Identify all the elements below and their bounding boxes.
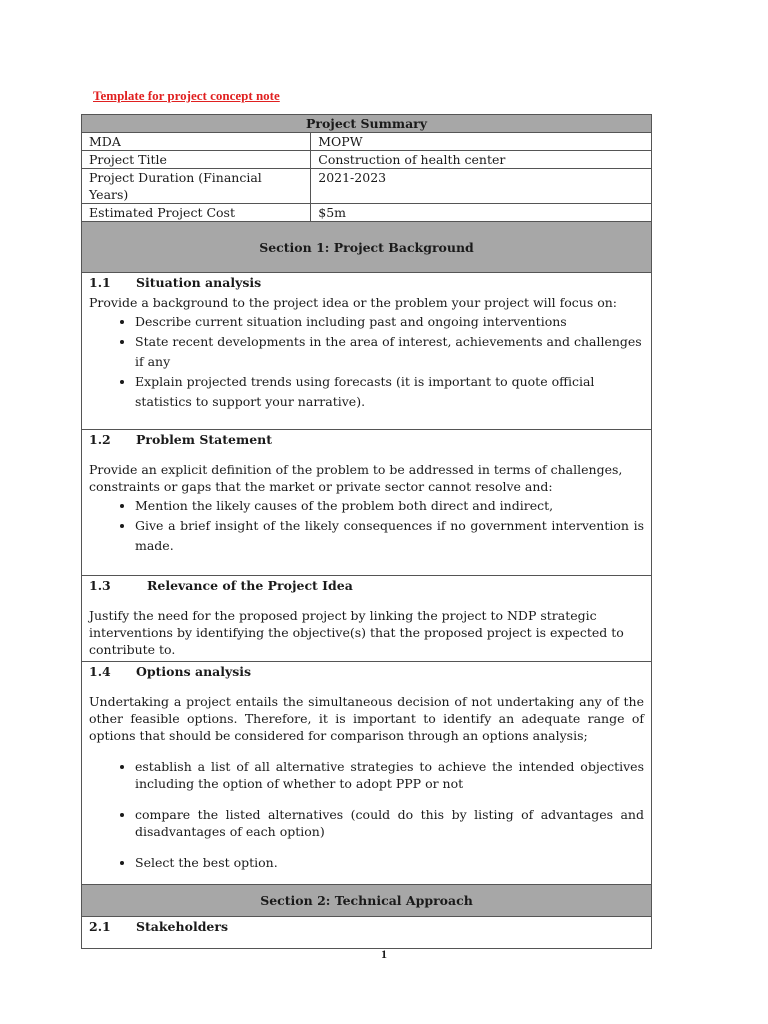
concept-note-table bbox=[81, 114, 652, 949]
section-number: 1.3 bbox=[89, 578, 111, 593]
list-item: • Explain projected trends using forecasts (it is important to quote official statistics to support your narrative). bbox=[135, 372, 644, 412]
document-heading: Template for project concept note bbox=[93, 88, 280, 103]
section-number: 2.1 bbox=[89, 919, 111, 934]
section-title: Options analysis bbox=[136, 664, 252, 679]
section-body: Justify the need for the proposed project by linking the project to NDP strategic interventions by identifying the objective(s) that the proposed project is expected to contribute to. bbox=[89, 608, 624, 657]
section-1-4-cell bbox=[82, 662, 652, 885]
summary-value: MOPW bbox=[311, 133, 652, 151]
section-1-1-cell bbox=[82, 273, 652, 430]
summary-title: Project Summary bbox=[82, 115, 652, 133]
summary-value: $5m bbox=[311, 204, 652, 222]
section-1-2-row bbox=[82, 430, 652, 576]
section-intro: Provide a background to the project idea or the problem your project will focus on: bbox=[89, 295, 617, 310]
section-title: Relevance of the Project Idea bbox=[147, 578, 353, 593]
section-2-1-row bbox=[82, 917, 652, 949]
page-number: 1 bbox=[381, 947, 387, 961]
table-row bbox=[82, 169, 652, 204]
section-1-2-cell bbox=[82, 430, 652, 576]
list-item: • State recent developments in the area of interest, achievements and challenges if any bbox=[135, 332, 644, 372]
section-1-3-heading bbox=[89, 577, 644, 594]
summary-label: Project Duration (Financial Years) bbox=[82, 169, 311, 204]
section2-title: Section 2: Technical Approach bbox=[82, 885, 652, 917]
section-number: 1.2 bbox=[89, 432, 111, 447]
section-title: Problem Statement bbox=[136, 432, 273, 447]
section-1-3-cell bbox=[82, 576, 652, 662]
section-2-1-cell bbox=[82, 917, 652, 949]
list-item: • compare the listed alternatives (could do this by listing of advantages and disadvantages of each option) bbox=[135, 806, 644, 840]
list-item: • Give a brief insight of the likely consequences if no government intervention is made. bbox=[135, 516, 644, 556]
section2-header-row bbox=[82, 885, 652, 917]
summary-header-row bbox=[82, 115, 652, 133]
section-1-2-heading bbox=[89, 431, 644, 448]
section1-header-row bbox=[82, 222, 652, 273]
bullet-list bbox=[89, 312, 644, 412]
list-item: • establish a list of all alternative strategies to achieve the intended objectives including the option of whether to adopt PPP or not bbox=[135, 758, 644, 792]
section-2-1-heading bbox=[89, 918, 644, 935]
section-number: 1.4 bbox=[89, 664, 111, 679]
summary-label: Project Title bbox=[82, 151, 311, 169]
summary-label: MDA bbox=[82, 133, 311, 151]
section-title: Stakeholders bbox=[136, 919, 229, 934]
section-1-4-row bbox=[82, 662, 652, 885]
list-item: • Select the best option. bbox=[135, 854, 644, 871]
section-intro: Undertaking a project entails the simultaneous decision of not undertaking any of the other feasible options. Therefore, it is important to identify an adequate range of options that should be considered for comparison through an options analysis; bbox=[89, 694, 644, 743]
summary-label: Estimated Project Cost bbox=[82, 204, 311, 222]
section-number: 1.1 bbox=[89, 275, 111, 290]
section-1-4-heading bbox=[89, 663, 644, 680]
section-intro: Provide an explicit definition of the problem to be addressed in terms of challenges, constraints or gaps that the market or private sector cannot resolve and: bbox=[89, 462, 623, 494]
bullet-list bbox=[89, 758, 644, 871]
table-row bbox=[82, 204, 652, 222]
table-row bbox=[82, 133, 652, 151]
section-1-1-heading bbox=[89, 274, 644, 291]
section-1-1-row bbox=[82, 273, 652, 430]
section-1-3-row bbox=[82, 576, 652, 662]
summary-value: 2021-2023 bbox=[311, 169, 652, 204]
summary-value: Construction of health center bbox=[311, 151, 652, 169]
section1-title: Section 1: Project Background bbox=[82, 222, 652, 273]
bullet-list bbox=[89, 496, 644, 556]
table-row bbox=[82, 151, 652, 169]
section-title: Situation analysis bbox=[136, 275, 262, 290]
list-item: • Mention the likely causes of the problem both direct and indirect, bbox=[135, 496, 644, 516]
list-item: • Describe current situation including past and ongoing interventions bbox=[135, 312, 644, 332]
